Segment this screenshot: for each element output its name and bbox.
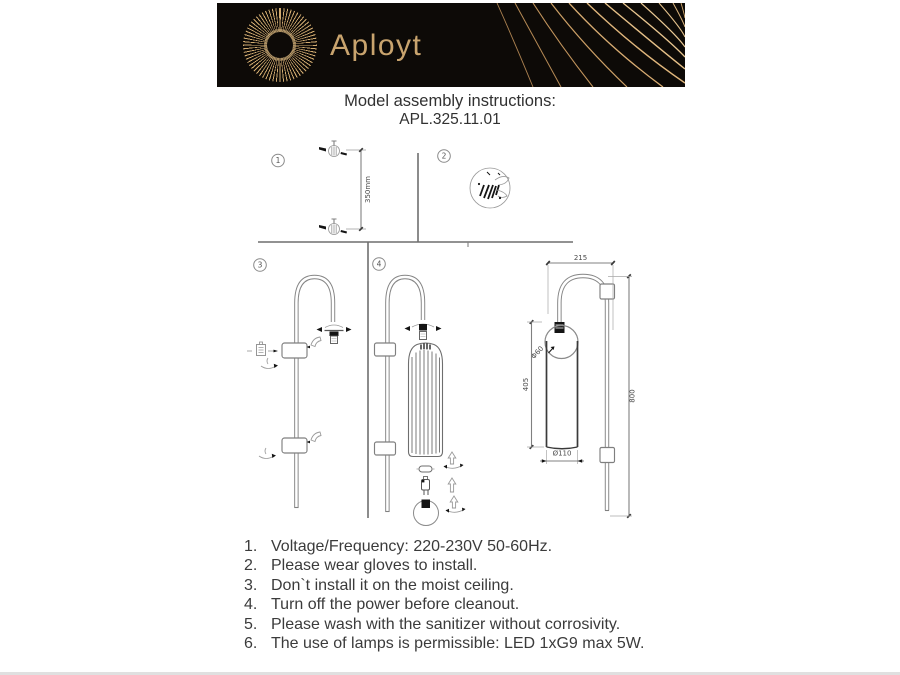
item-number: 3. [244, 576, 258, 594]
instruction-item [244, 615, 684, 634]
step-2-badge: 2 [441, 151, 447, 161]
item-number: 6. [244, 635, 258, 653]
step-4-badge: 4 [376, 259, 382, 269]
item-text: The use of lamps is permissible: LED 1xG9 max 5W. [271, 635, 645, 653]
brand-name: Aployt [330, 29, 423, 62]
glass-height-label: 405 [522, 377, 530, 392]
rotate-arrow-upper [261, 366, 276, 369]
step-3-badge: 3 [257, 260, 263, 270]
panel-dividers [258, 153, 573, 518]
retaining-ring [417, 466, 435, 472]
item-text: Please wash with the sanitizer without corrosivity. [271, 615, 621, 633]
mount-spacing-label: 350mm [364, 176, 372, 203]
step-badges [254, 150, 451, 272]
bracket-upper [282, 343, 307, 358]
instruction-item [244, 537, 684, 556]
item-text: Voltage/Frequency: 220-230V 50-60Hz. [271, 538, 553, 555]
socket-step4 [405, 324, 442, 340]
g9-bulb [422, 477, 430, 496]
instruction-item [244, 556, 684, 575]
instruction-list [244, 537, 684, 653]
turn-hand-upper [311, 337, 321, 347]
socket-step3 [317, 325, 352, 344]
screw-part [247, 342, 278, 356]
wall-anchor-top [319, 141, 347, 157]
ball-diameter-label: Φ60 [529, 344, 546, 361]
step-3-drawing [247, 277, 352, 508]
height-label: 800 [628, 389, 637, 403]
page-title: Model assembly instructions: [344, 92, 556, 110]
item-text: Don`t install it on the moist ceiling. [271, 576, 514, 594]
dimension-drawing [522, 254, 637, 518]
step-1-badge: 1 [275, 156, 281, 166]
step-2-drawing [470, 168, 510, 208]
step-1-drawing [319, 141, 372, 235]
assembly-arrows [444, 452, 466, 513]
item-text: Please wear gloves to install. [271, 557, 478, 575]
glass-diameter-label: Ø110 [552, 449, 572, 458]
instruction-item [244, 634, 684, 653]
item-number: 2. [244, 557, 258, 575]
rotate-arrow-lower [259, 456, 274, 459]
glass-ball [414, 500, 439, 526]
dimension-800 [608, 274, 637, 517]
dimension-350mm [346, 148, 372, 231]
item-number: 1. [244, 538, 258, 555]
dimension-110 [540, 450, 584, 465]
model-number: APL.325.11.01 [399, 111, 501, 128]
width-label: 215 [573, 254, 588, 262]
ribbed-glass-shade [409, 343, 443, 457]
wall-anchor-bottom [319, 219, 347, 235]
step-4-drawing [375, 277, 466, 526]
item-number: 5. [244, 615, 258, 633]
bracket-lower [282, 438, 307, 453]
item-number: 4. [244, 596, 258, 614]
turn-hand-lower [311, 432, 321, 442]
glass-outline [547, 341, 578, 449]
item-text: Turn off the power before cleanout. [271, 596, 520, 614]
instruction-item [244, 595, 684, 614]
dimension-405 [522, 320, 544, 449]
instruction-item [244, 576, 684, 595]
